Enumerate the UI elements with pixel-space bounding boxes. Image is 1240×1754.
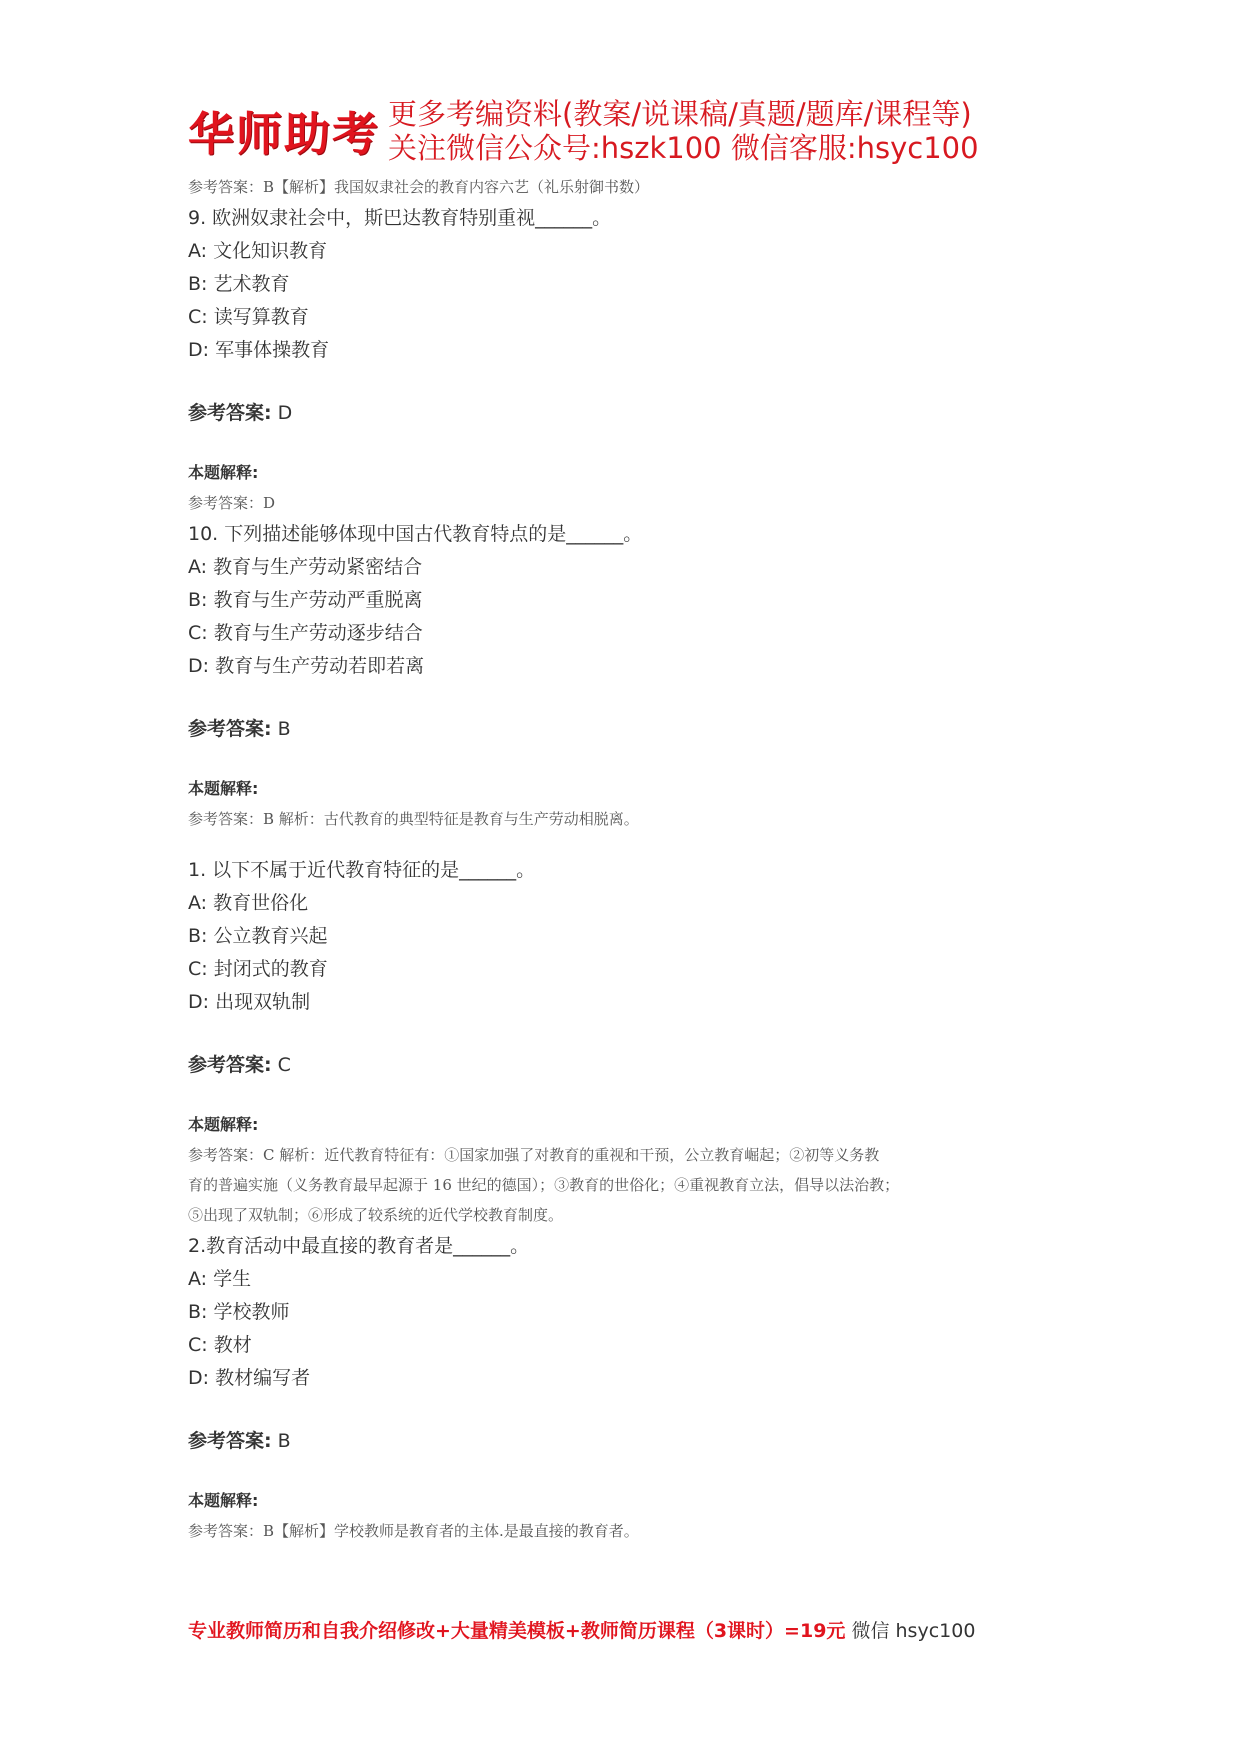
option-d: D: 军事体操教育	[188, 339, 330, 361]
answer-label: 参考答案:	[188, 1054, 272, 1076]
answer-value: C	[277, 1054, 291, 1076]
option-c: C: 读写算教育	[188, 306, 309, 328]
answer-line	[188, 397, 1068, 430]
banner-line-1: 更多考编资料(教案/说课稿/真题/题库/课程等)	[388, 97, 972, 131]
document-body	[188, 172, 1068, 1546]
intro-explanation: 参考答案：B【解析】我国奴隶社会的教育内容六艺（礼乐射御书数）	[188, 178, 650, 196]
question-block	[188, 854, 1068, 1230]
explanation-text: 参考答案：B【解析】学校教师是教育者的主体.是最直接的教育者。	[188, 1522, 639, 1540]
explanation-heading: 本题解释:	[188, 1491, 259, 1510]
answer-line	[188, 1425, 1068, 1458]
option-d: D: 教材编写者	[188, 1367, 311, 1389]
option-c: C: 教育与生产劳动逐步结合	[188, 622, 423, 644]
explanation-text: 育的普遍实施（义务教育最早起源于 16 世纪的德国）；③教育的世俗化；④重视教育立法，倡导以法治教；	[188, 1176, 900, 1194]
explanation-text: 参考答案：C 解析：近代教育特征有：①国家加强了对教育的重视和干预，公立教育崛起；②初等义务教	[188, 1146, 880, 1164]
question-stem: 2.教育活动中最直接的教育者是______。	[188, 1235, 530, 1257]
option-b: B: 学校教师	[188, 1301, 290, 1323]
answer-label: 参考答案:	[188, 718, 272, 740]
option-a: A: 教育与生产劳动紧密结合	[188, 556, 423, 578]
explanation-heading: 本题解释:	[188, 1115, 259, 1134]
brand-logo: 华师助考	[188, 107, 380, 161]
answer-value: D	[277, 402, 293, 424]
answer-line	[188, 713, 1068, 746]
explanation-text: 参考答案：D	[188, 494, 276, 512]
option-c: C: 教材	[188, 1334, 252, 1356]
header-banner	[188, 94, 1016, 168]
explanation-text: 参考答案：B 解析：古代教育的典型特征是教育与生产劳动相脱离。	[188, 810, 639, 828]
banner-line-2: 关注微信公众号:hszk100 微信客服:hsyc100	[388, 131, 979, 165]
answer-label: 参考答案:	[188, 402, 272, 424]
answer-value: B	[277, 718, 291, 740]
answer-line	[188, 1049, 1068, 1082]
option-a: A: 学生	[188, 1268, 252, 1290]
option-b: B: 艺术教育	[188, 273, 290, 295]
question-stem: 9. 欧洲奴隶社会中，斯巴达教育特别重视______。	[188, 207, 612, 229]
option-a: A: 教育世俗化	[188, 892, 309, 914]
explanation-heading: 本题解释:	[188, 463, 259, 482]
answer-value: B	[277, 1430, 291, 1452]
option-b: B: 公立教育兴起	[188, 925, 328, 947]
option-a: A: 文化知识教育	[188, 240, 328, 262]
explanation-heading: 本题解释:	[188, 779, 259, 798]
option-b: B: 教育与生产劳动严重脱离	[188, 589, 423, 611]
question-block	[188, 202, 1068, 518]
option-d: D: 教育与生产劳动若即若离	[188, 655, 425, 677]
contact-text: 微信 hsyc100	[845, 1620, 976, 1642]
question-block	[188, 1230, 1068, 1546]
option-c: C: 封闭式的教育	[188, 958, 328, 980]
promo-text: 专业教师简历和自我介绍修改+大量精美模板+教师简历课程（3课时）=19元	[188, 1620, 846, 1642]
answer-label: 参考答案:	[188, 1430, 272, 1452]
banner-text	[388, 97, 979, 165]
question-stem: 1. 以下不属于近代教育特征的是______。	[188, 859, 536, 881]
option-d: D: 出现双轨制	[188, 991, 311, 1013]
footer-promo	[188, 1616, 975, 1643]
spacer	[188, 834, 1068, 854]
question-stem: 10. 下列描述能够体现中国古代教育特点的是______。	[188, 523, 643, 545]
question-block	[188, 518, 1068, 834]
explanation-text: ⑤出现了双轨制；⑥形成了较系统的近代学校教育制度。	[188, 1206, 564, 1224]
